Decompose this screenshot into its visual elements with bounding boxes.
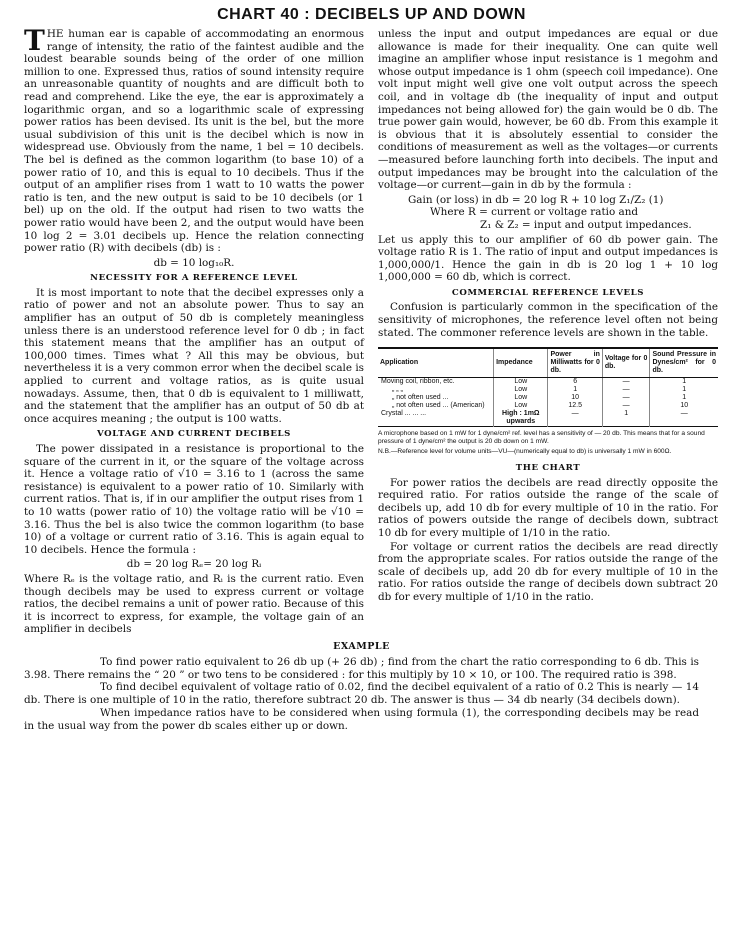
power-ratios-paragraph: For power ratios the decibels are read directly opposite the required ratio. For ratios outside the range of the scale of decibels up, add 10 db for every multiple of 10 in the ratio. For ratios of powers outside the range of decibels down, subtract 10 db for every multiple of 1/10 in the ratio. xyxy=(378,476,718,539)
table-row xyxy=(378,386,718,394)
table-cell: 12.5 xyxy=(548,402,602,410)
formula-power: db = 10 log₁₀R. xyxy=(153,256,235,269)
page-title: CHART 40 : DECIBELS UP AND DOWN xyxy=(217,6,526,23)
subheading-voltage-current: VOLTAGE AND CURRENT DECIBELS xyxy=(97,429,291,440)
table-cell: 10 xyxy=(650,402,718,410)
table-cell: „ not often used ... (American) xyxy=(392,402,485,410)
voltage-ratios-paragraph: For voltage or current ratios the decibels are read directly from the appropriate scales. For ratios outside the range of the scale of decibels up, add 20 db for every multiple of 10 in the ratio. For ratios outside the range of decibels down subtract 20 db for every multiple of 1/10 in the ratio. xyxy=(378,540,718,603)
impedance-paragraph: unless the input and output impedances are equal or due allowance is made for their inequality. One can quite well imagine an amplifier whose input resistance is 1 megohm and whose output impedance is 1 ohm (speech coil impedance). One volt input might well give one volt output across the speech coil, and in voltage db (the inequality of input and output impedances not being allowed for) the gain would be 0 db. The true power gain would, however, be 60 db. From this example it is obvious that it is absolutely essential to consider the conditions of measurement as well as the voltages—or currents—measured before launching forth into decibels. The input and output impedances may be brought into the calculation of the voltage—or current—gain in db by the formula : xyxy=(378,28,718,192)
table-cell: 1 xyxy=(602,410,650,427)
subheading-the-chart: THE CHART xyxy=(515,463,581,474)
voltage-current-paragraph: The power dissipated in a resistance is proportional to the square of the current in it, or the square of the voltage across it. Hence a voltage ratio of √10 = 3.16 to 1 (across the same resistance) is equivalent to a power ratio of 10. Similarly with current ratios. That is, if in our amplifier the output rises from 1 to 10 watts (power ratio of 10) the voltage ratio will be √10 = 3.16. Thus the bel is also twice the common logarithm (to base 10) of a voltage or current ratio of 3.16. This is again equal to 10 decibels. Hence the formula : xyxy=(24,443,364,556)
table-row xyxy=(378,378,718,387)
table-row xyxy=(378,402,718,410)
table-cell: Crystal ... ... ... xyxy=(381,410,427,418)
table-cell: 1 xyxy=(650,386,718,394)
table-cell: Low xyxy=(494,378,548,387)
table-header: Voltage for 0 db. xyxy=(602,348,650,378)
table-cell: „ „ „ xyxy=(392,386,403,394)
table-cell: — xyxy=(602,378,650,387)
example-section xyxy=(24,641,719,733)
example-heading: EXAMPLE xyxy=(333,640,390,652)
table-cell: 1 xyxy=(650,394,718,402)
formula-gain-impedances: Z₁ & Z₂ = input and output impedances. xyxy=(480,218,692,231)
example-paragraph: To find power ratio equivalent to 26 db up (+ 26 db) ; find from the chart the ratio corresponding to 6 db. This is 3.98. There remains the “ 20 ” or two tens to be considered : for this multiply by 10 × 10, or 100. The required ratio is 398. xyxy=(24,655,699,681)
body-columns xyxy=(24,24,719,637)
subheading-commercial-levels: COMMERCIAL REFERENCE LEVELS xyxy=(451,287,645,298)
table-cell: Moving coil, ribbon, etc. xyxy=(381,378,455,386)
table-cell: „ not often used ... xyxy=(392,394,449,402)
table-cell: — xyxy=(548,410,602,427)
table-cell: High : 1mΩ upwards xyxy=(494,410,548,427)
table-header-row xyxy=(378,348,718,378)
table-cell: Low xyxy=(494,402,548,410)
table-note-vu: N.B.—Reference level for volume units—VU—(numerically equal to db) is universally 1 mW in 600Ω. xyxy=(378,448,672,456)
formula-gain-where: Where R = current or voltage ratio and xyxy=(430,206,639,219)
amplifier-example-paragraph: Let us apply this to our amplifier of 60 db power gain. The voltage ratio R is 1. The ratio of input and output impedances is 1,000,000/1. Hence the gain in db is 20 log 1 + 10 log 1,000,000 = 60 db, which is correct. xyxy=(378,233,718,284)
example-paragraph: When impedance ratios have to be considered when using formula (1), the corresponding decibels may be read in the usual way from the power db scales either up or down. xyxy=(24,706,699,732)
table-header: Sound Pressure in Dynes/cm² for 0 db. xyxy=(650,348,718,378)
reference-level-table xyxy=(378,347,718,427)
table-cell: 6 xyxy=(548,378,602,387)
intro-text: HE human ear is capable of accommodating an enormous range of intensity, the ratio of the faintest audible and the loudest bearable sounds being of the order of one million million to one. Expressed thus, ratios of sound intensity require an unreasonable quantity of noughts and are difficult both to read and comprehend. Like the eye, the ear is approximately a logarithmic organ, and so a logarithmic scale of expressing power ratios has been devised. Its unit is the bel, but the more usual subdivision of this unit is the decibel which is now in widespread use. Obviously from the name, 1 bel = 10 decibels. The bel is defined as the common logarithm (to base 10) of a power ratio of 10, and this is equal to 10 decibels. Thus if the output of an amplifier rises from 1 watt to 10 watts the power ratio is ten, and the new output is said to be 10 decibels (or 1 bel) up on the old. If the output had risen to two watts the power ratio would have been 2, and the output would have been 10 log 2 = 3.01 decibels up. Hence the relation connecting power ratio (R) with decibels (db) is : xyxy=(24,28,365,255)
table-cell: 10 xyxy=(548,394,602,402)
table-header: Application xyxy=(378,348,494,378)
voltage-ratio-paragraph: Where Rₑ is the voltage ratio, and Rᵢ is the current ratio. Even though decibels may be used to express current or voltage ratios, the decibel remains a unit of power ratio. Because of this it is incorrect to express, for example, the voltage gain of an amplifier in decibels xyxy=(24,572,364,636)
formula-gain: Gain (or loss) in db = 20 log R + 10 log Z₁/Z₂ (1) xyxy=(408,193,664,206)
commercial-levels-paragraph: Confusion is particularly common in the specification of the sensitivity of microphones, the reference level often not being stated. The commoner reference levels are shown in the table. xyxy=(378,301,718,339)
table-note: A microphone based on 1 mW for 1 dyne/cm² ref. level has a sensitivity of — 20 db. This means that for a sound pressure of 1 dyne/cm² the output is 20 db down on 1 mW. xyxy=(378,430,705,445)
formula-voltage: db = 20 log Rₑ= 20 log Rᵢ xyxy=(126,558,262,571)
left-column xyxy=(24,24,365,637)
subheading-reference-level: NECESSITY FOR A REFERENCE LEVEL xyxy=(90,273,298,284)
table-cell: 1 xyxy=(650,378,718,387)
table-header: Impedance xyxy=(494,348,548,378)
table-row xyxy=(378,410,718,427)
table-cell: 1 xyxy=(548,386,602,394)
table-cell: — xyxy=(602,402,650,410)
drop-cap: T xyxy=(24,24,45,57)
right-column xyxy=(378,28,718,637)
reference-level-paragraph: It is most important to note that the decibel expresses only a ratio of power and not an absolute power. Thus to say an amplifier has an output of 50 db is completely meaningless unless there is an understood reference level for 0 db ; in fact this statement means that the amplifier has an output of 100,000 times. Times what ? All this may be obvious, but nevertheless it is a very common error when the decibel scale is applied to current and voltage ratios, as is quite usual nowadays. Assume, then, that 0 db is equivalent to 1 milliwatt, and the statement that the amplifier has an output of 50 db at once acquires meaning ; the output is 100 watts. xyxy=(24,286,364,425)
table-cell: — xyxy=(602,386,650,394)
table-cell: Low xyxy=(494,394,548,402)
table-row xyxy=(378,394,718,402)
table-cell: — xyxy=(602,394,650,402)
example-paragraph: To find decibel equivalent of voltage ratio of 0.02, find the decibel equivalent of a ratio of 0.2 This is nearly — 14 db. There is one multiple of 10 in the ratio, therefore subtract 20 db. The answer is thus — 34 db nearly (34 decibels down). xyxy=(24,681,699,707)
table-cell: Low xyxy=(494,386,548,394)
formula-gain-block xyxy=(378,194,718,232)
table-header: Power in Milliwatts for 0 db. xyxy=(548,348,602,378)
table-cell: — xyxy=(650,410,718,427)
intro-paragraph xyxy=(24,24,365,255)
